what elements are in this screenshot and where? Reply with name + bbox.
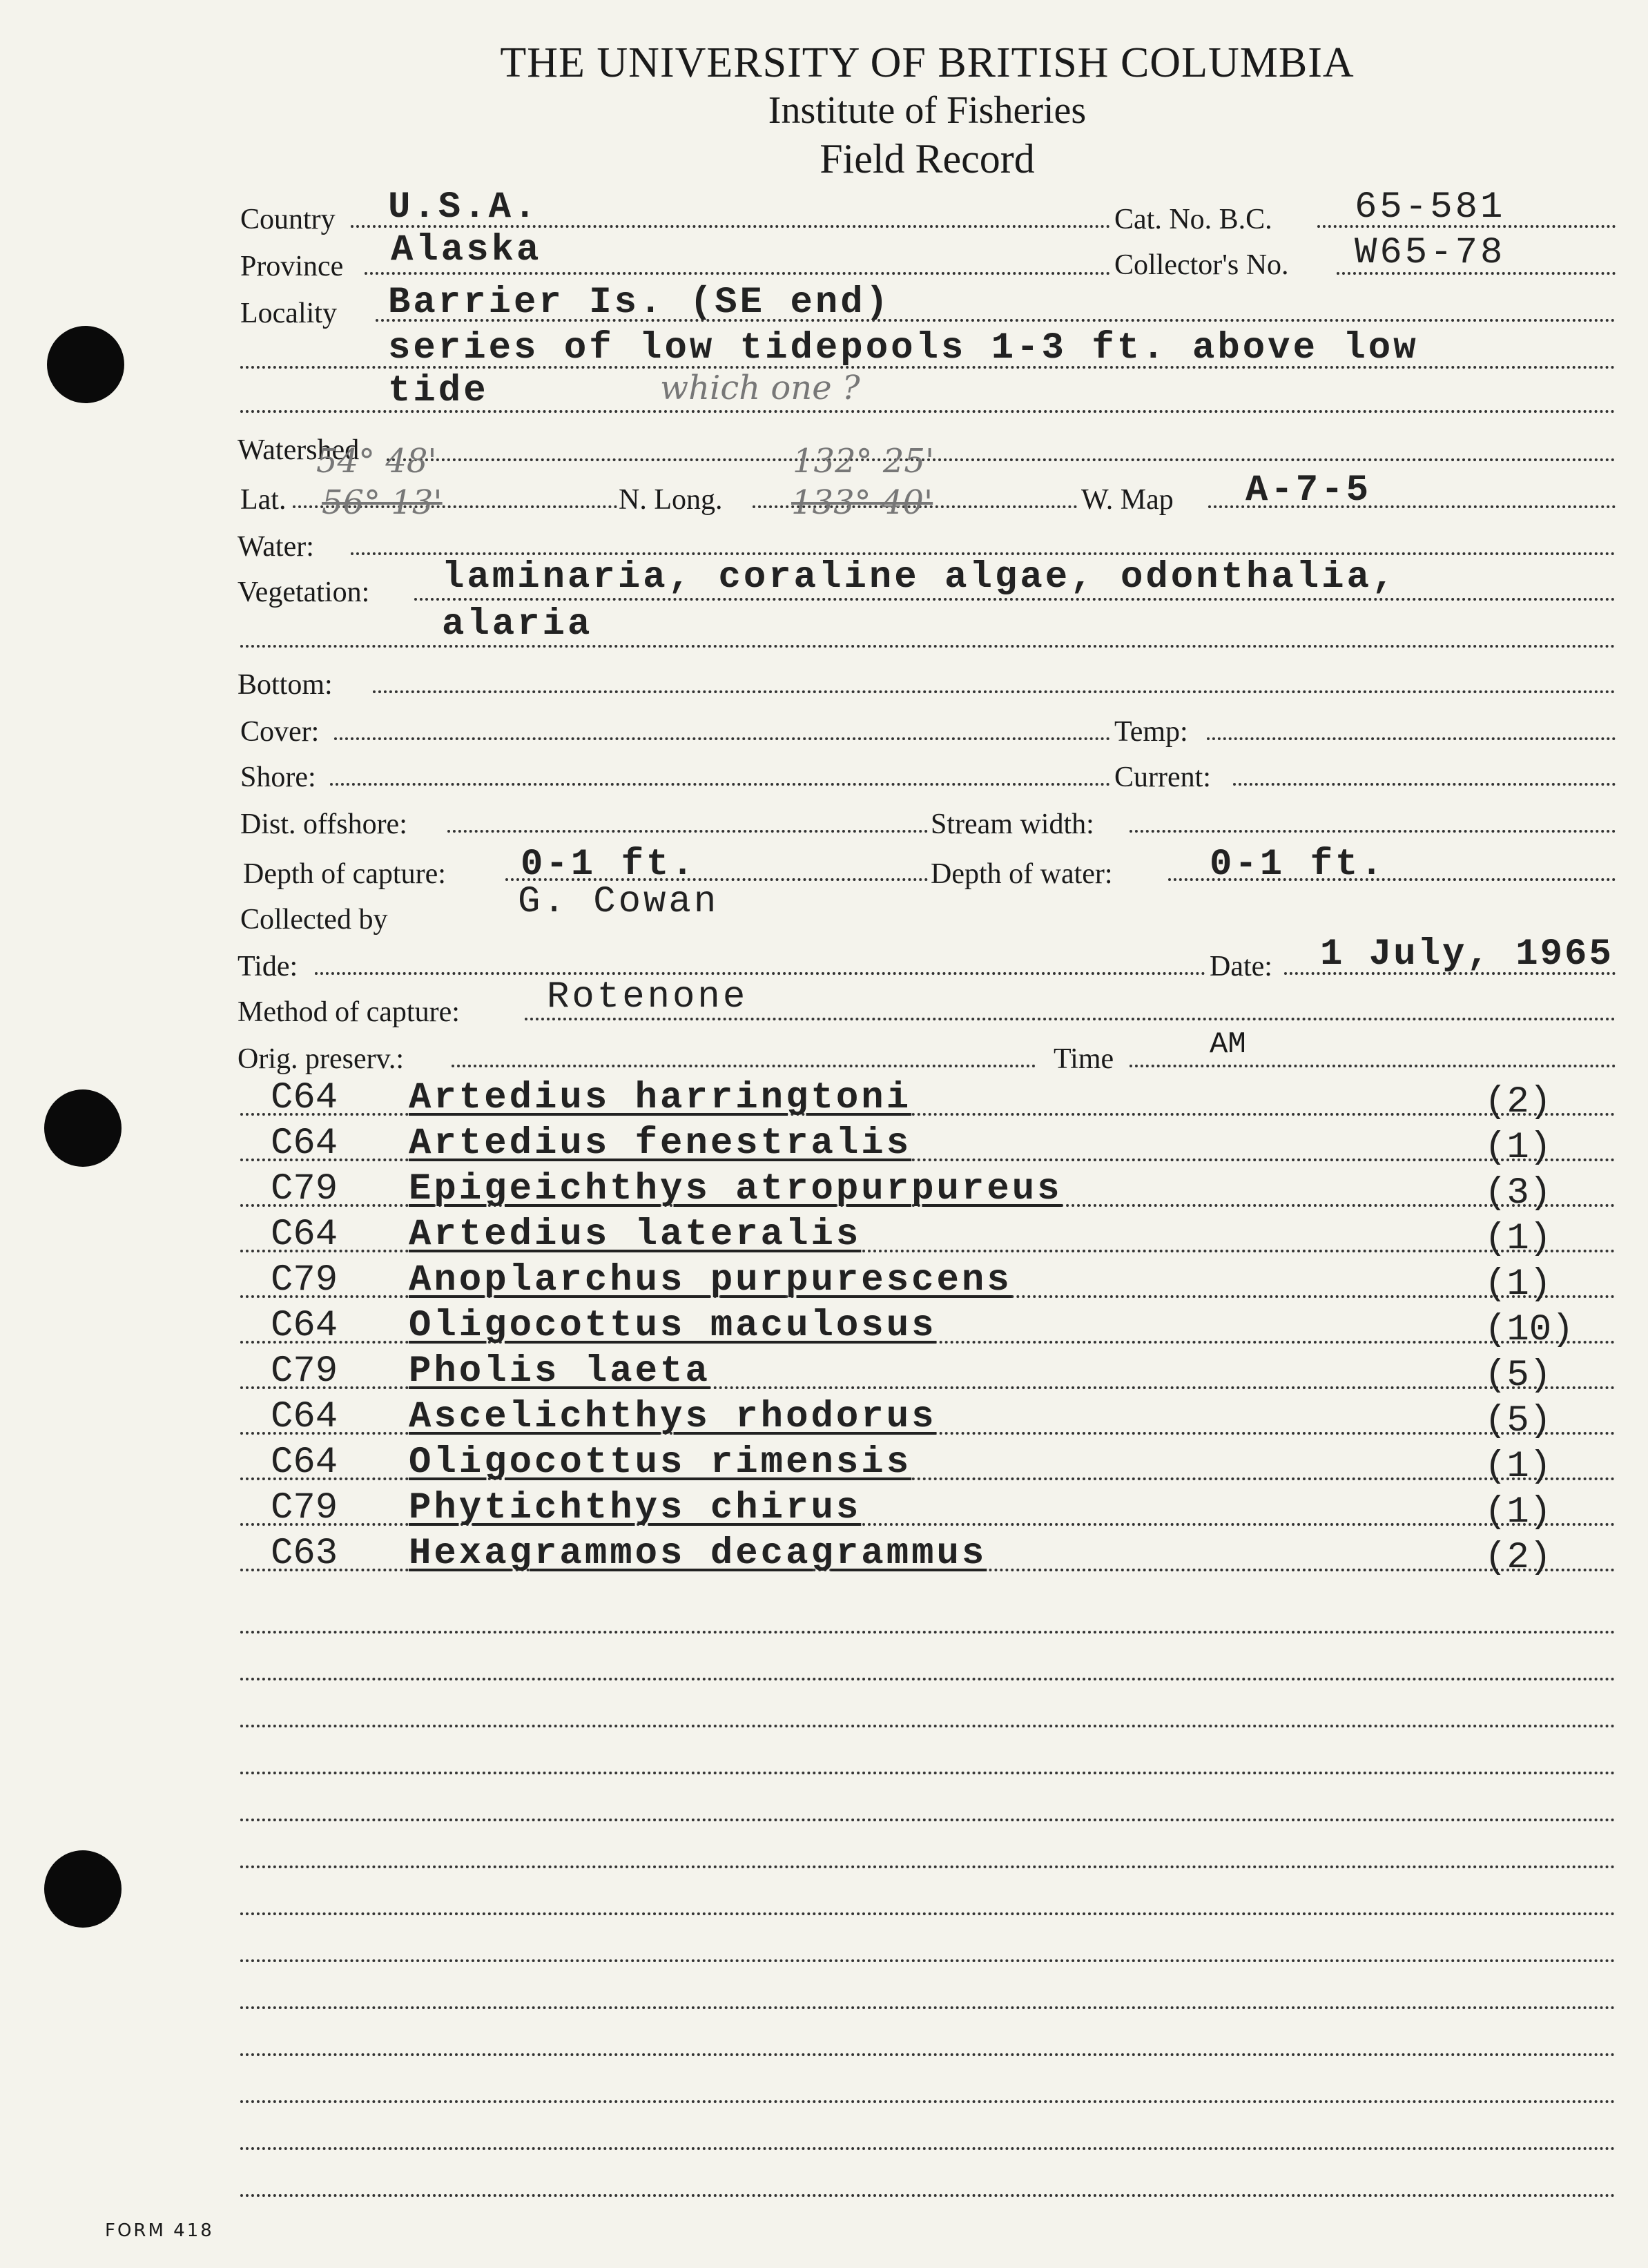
species-count: (1) bbox=[1484, 1218, 1552, 1260]
species-count: (5) bbox=[1484, 1355, 1552, 1397]
species-code: C79 bbox=[271, 1487, 338, 1529]
species-count: (2) bbox=[1484, 1081, 1552, 1123]
w-map-label: W. Map bbox=[1081, 484, 1174, 516]
blank-ruled-line bbox=[240, 2194, 1616, 2197]
shore-line bbox=[330, 783, 1110, 786]
stream-width-line bbox=[1130, 830, 1616, 833]
binder-hole-top bbox=[47, 326, 124, 403]
n-long-label: N. Long. bbox=[619, 484, 723, 516]
current-line bbox=[1233, 783, 1616, 786]
country-label: Country bbox=[240, 204, 336, 235]
binder-hole-bottom bbox=[44, 1850, 122, 1928]
watershed-label: Watershed bbox=[237, 434, 360, 466]
species-count: (10) bbox=[1484, 1309, 1574, 1351]
vegetation-value-2: alaria bbox=[442, 603, 593, 646]
blank-ruled-line bbox=[240, 2147, 1616, 2150]
institute-title: Institute of Fisheries bbox=[768, 89, 1087, 132]
blank-ruled-line bbox=[240, 1819, 1616, 1821]
long-lower-handwritten: 133° 40' bbox=[791, 483, 933, 522]
lat-upper-handwritten: 54° 48' bbox=[316, 442, 437, 481]
blank-ruled-line bbox=[240, 2006, 1616, 2009]
blank-ruled-line bbox=[240, 1678, 1616, 1680]
province-value: Alaska bbox=[391, 229, 542, 271]
orig-preserv-line bbox=[452, 1065, 1036, 1067]
depth-water-value: 0-1 ft. bbox=[1210, 844, 1386, 886]
cover-label: Cover: bbox=[240, 716, 320, 748]
bottom-label: Bottom: bbox=[237, 669, 333, 701]
species-count: (1) bbox=[1484, 1491, 1552, 1533]
species-name: Artedius fenestralis bbox=[409, 1123, 912, 1165]
binder-hole-middle bbox=[44, 1089, 122, 1167]
blank-ruled-line bbox=[240, 1772, 1616, 1774]
shore-label: Shore: bbox=[240, 762, 316, 793]
temp-line bbox=[1207, 737, 1616, 740]
dist-offshore-line bbox=[447, 830, 928, 833]
species-code: C64 bbox=[271, 1214, 338, 1256]
cat-no-label: Cat. No. B.C. bbox=[1114, 204, 1272, 235]
species-code: C64 bbox=[271, 1396, 338, 1438]
vegetation-label: Vegetation: bbox=[237, 576, 370, 608]
date-label: Date: bbox=[1210, 951, 1272, 982]
species-code: C64 bbox=[271, 1442, 338, 1484]
water-label: Water: bbox=[237, 531, 314, 563]
blank-ruled-line bbox=[240, 1912, 1616, 1915]
collected-by-label: Collected by bbox=[240, 904, 388, 936]
collected-by-value: G. Cowan bbox=[518, 881, 719, 923]
locality-value-3: tide bbox=[388, 370, 489, 412]
collectors-no-value: W65-78 bbox=[1355, 232, 1506, 274]
time-line bbox=[1130, 1065, 1616, 1067]
record-title: Field Record bbox=[820, 136, 1035, 182]
species-count: (3) bbox=[1484, 1172, 1552, 1214]
depth-capture-label: Depth of capture: bbox=[243, 858, 446, 890]
blank-ruled-line bbox=[240, 1959, 1616, 1962]
method-value: Rotenone bbox=[547, 976, 748, 1018]
species-count: (2) bbox=[1484, 1537, 1552, 1579]
species-count: (1) bbox=[1484, 1263, 1552, 1306]
country-value: U.S.A. bbox=[388, 186, 539, 229]
stream-width-label: Stream width: bbox=[931, 808, 1094, 840]
blank-ruled-line bbox=[240, 1631, 1616, 1634]
bottom-line bbox=[373, 690, 1616, 693]
method-label: Method of capture: bbox=[237, 996, 460, 1028]
species-name: Epigeichthys atropurpureus bbox=[409, 1168, 1063, 1210]
locality-handwritten-note: which one ? bbox=[660, 369, 860, 407]
blank-ruled-line bbox=[240, 2100, 1616, 2103]
tide-line bbox=[315, 972, 1205, 975]
lat-label: Lat. bbox=[240, 484, 287, 516]
species-name: Hexagrammos decagrammus bbox=[409, 1533, 987, 1575]
watershed-line bbox=[387, 458, 1616, 461]
form-number: FORM 418 bbox=[105, 2220, 214, 2241]
tide-label: Tide: bbox=[237, 951, 298, 982]
date-value: 1 July, 1965 bbox=[1320, 933, 1613, 976]
locality-value-2: series of low tidepools 1-3 ft. above low bbox=[388, 327, 1419, 369]
collectors-no-label: Collector's No. bbox=[1114, 249, 1289, 281]
time-value: AM bbox=[1210, 1027, 1246, 1062]
depth-capture-value: 0-1 ft. bbox=[521, 844, 697, 886]
species-name: Anoplarchus purpurescens bbox=[409, 1259, 1012, 1301]
orig-preserv-label: Orig. preserv.: bbox=[237, 1043, 405, 1075]
vegetation-value-1: laminaria, coraline algae, odonthalia, bbox=[442, 556, 1397, 599]
locality-value-1: Barrier Is. (SE end) bbox=[388, 282, 891, 324]
current-label: Current: bbox=[1114, 762, 1211, 793]
university-title: THE UNIVERSITY OF BRITISH COLUMBIA bbox=[500, 39, 1355, 86]
depth-water-label: Depth of water: bbox=[931, 858, 1113, 890]
species-name: Artedius harringtoni bbox=[409, 1077, 912, 1119]
locality-label: Locality bbox=[240, 298, 337, 329]
cover-line bbox=[334, 737, 1110, 740]
species-name: Oligocottus maculosus bbox=[409, 1305, 937, 1347]
province-label: Province bbox=[240, 251, 344, 282]
cat-no-value: 65-581 bbox=[1355, 186, 1506, 229]
species-name: Artedius lateralis bbox=[409, 1214, 862, 1256]
blank-ruled-line bbox=[240, 1865, 1616, 1868]
temp-label: Temp: bbox=[1114, 716, 1188, 748]
species-code: C79 bbox=[271, 1168, 338, 1210]
long-upper-handwritten: 132° 25' bbox=[793, 442, 935, 481]
species-code: C79 bbox=[271, 1259, 338, 1301]
species-count: (1) bbox=[1484, 1127, 1552, 1169]
water-line bbox=[351, 552, 1616, 555]
province-line bbox=[365, 272, 1110, 275]
dist-offshore-label: Dist. offshore: bbox=[240, 808, 407, 840]
species-count: (5) bbox=[1484, 1400, 1552, 1442]
lat-lower-handwritten: 56° 13' bbox=[322, 483, 443, 522]
species-name: Pholis laeta bbox=[409, 1350, 710, 1393]
w-map-value: A-7-5 bbox=[1245, 469, 1372, 512]
species-name: Ascelichthys rhodorus bbox=[409, 1396, 937, 1438]
species-code: C64 bbox=[271, 1123, 338, 1165]
species-count: (1) bbox=[1484, 1446, 1552, 1488]
species-name: Phytichthys chirus bbox=[409, 1487, 862, 1529]
blank-ruled-line bbox=[240, 2053, 1616, 2056]
species-name: Oligocottus rimensis bbox=[409, 1442, 912, 1484]
species-code: C64 bbox=[271, 1305, 338, 1347]
species-code: C79 bbox=[271, 1350, 338, 1393]
species-code: C63 bbox=[271, 1533, 338, 1575]
blank-ruled-line bbox=[240, 1725, 1616, 1727]
time-label: Time bbox=[1054, 1043, 1114, 1075]
species-code: C64 bbox=[271, 1077, 338, 1119]
